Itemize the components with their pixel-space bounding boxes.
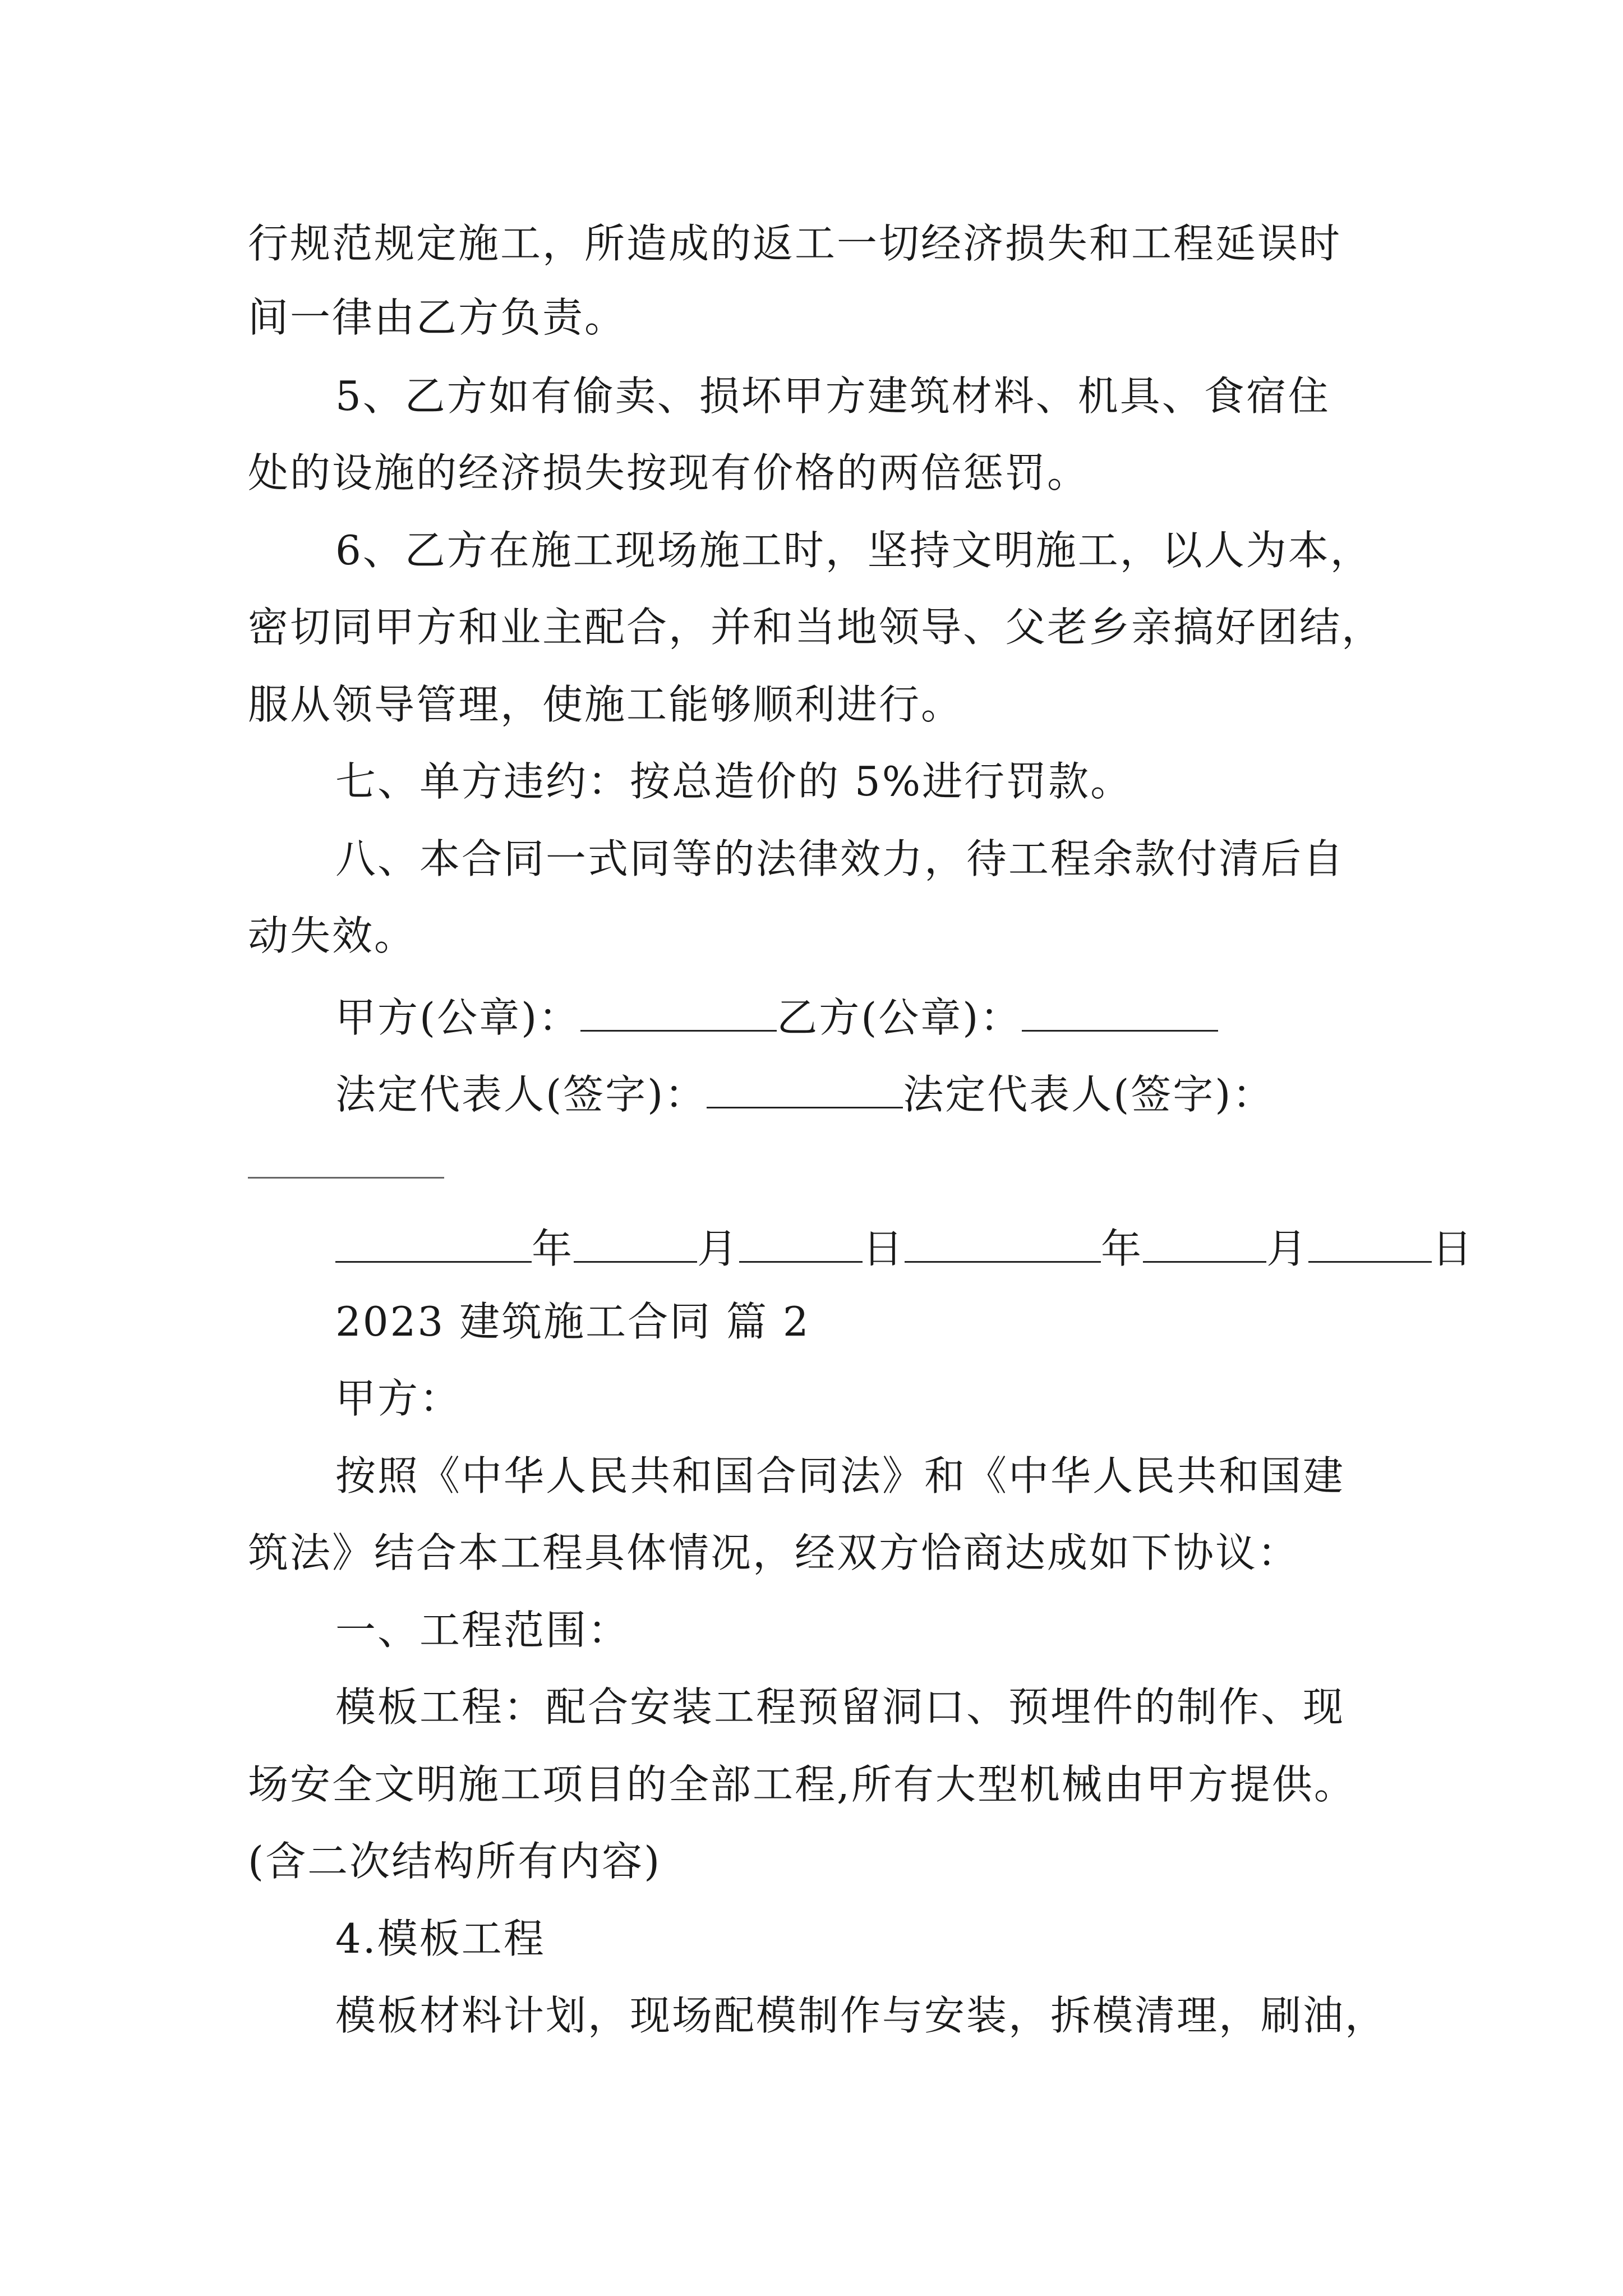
formwork-heading: 4.模板工程	[335, 1915, 546, 1962]
scope-heading: 一、工程范围：	[335, 1607, 630, 1654]
year-label: 年	[532, 1225, 574, 1272]
day-blank-b	[1308, 1224, 1432, 1263]
date-line	[335, 1224, 1474, 1272]
paragraph-line: 筑法》结合本工程具体情况，经双方恰商达成如下协议：	[248, 1529, 1300, 1576]
clause-6-line: 6、乙方在施工现场施工时，坚持文明施工，以人为本，	[335, 527, 1372, 574]
month-label-b: 月	[1266, 1225, 1309, 1272]
month-blank	[574, 1224, 697, 1263]
paragraph-line: (含二次结构所有内容)	[248, 1838, 662, 1885]
paragraph-line: 行规范规定施工，所造成的返工一切经济损失和工程延误时	[248, 220, 1342, 267]
paragraph-line: 模板材料计划，现场配模制作与安装，拆模清理，刷油，	[335, 1992, 1387, 2039]
seal-line	[335, 993, 1218, 1041]
paragraph-line: 处的设施的经济损失按现有价格的两倍惩罚。	[248, 449, 1090, 496]
year-blank	[335, 1224, 532, 1263]
party-b-seal-label: 乙方(公章)：	[777, 994, 1022, 1041]
clause-5-line: 5、乙方如有偷卖、损坏甲方建筑材料、机具、食宿住	[335, 372, 1330, 420]
day-blank	[739, 1224, 863, 1263]
rep-a-label: 法定代表人(签字)：	[335, 1071, 707, 1118]
paragraph-line: 场安全文明施工项目的全部工程,所有大型机械由甲方提供。	[248, 1761, 1356, 1808]
paragraph-line: 按照《中华人民共和国合同法》和《中华人民共和国建	[335, 1452, 1345, 1499]
day-label-b: 日	[1432, 1225, 1474, 1272]
year-label-b: 年	[1101, 1225, 1144, 1272]
rep-b-label: 法定代表人(签字)：	[903, 1071, 1275, 1118]
paragraph-line: 模板工程：配合安装工程预留洞口、预埋件的制作、现	[335, 1683, 1345, 1731]
clause-7-line: 七、单方违约：按总造价的 5%进行罚款。	[335, 758, 1133, 805]
paragraph-line: 服从领导管理，使施工能够顺利进行。	[248, 681, 963, 728]
day-label: 日	[863, 1225, 905, 1272]
month-blank-b	[1143, 1224, 1266, 1263]
year-blank-b	[905, 1224, 1101, 1263]
paragraph-line: 密切同甲方和业主配合，并和当地领导、父老乡亲搞好团结，	[248, 604, 1384, 651]
section-heading: 2023 建筑施工合同 篇 2	[335, 1298, 810, 1345]
representative-line	[335, 1070, 1275, 1118]
month-label: 月	[697, 1225, 740, 1272]
paragraph-line: 间一律由乙方负责。	[248, 294, 627, 341]
rep-b-blank	[248, 1177, 444, 1179]
clause-8-line: 八、本合同一式同等的法律效力，待工程余款付清后自	[335, 835, 1345, 882]
rep-a-blank	[707, 1070, 903, 1108]
party-a-seal-blank	[580, 993, 777, 1032]
paragraph-line: 动失效。	[248, 912, 417, 959]
party-b-seal-blank	[1022, 993, 1218, 1032]
party-a-label: 甲方：	[335, 1375, 462, 1422]
party-a-seal-label: 甲方(公章)：	[335, 994, 581, 1041]
